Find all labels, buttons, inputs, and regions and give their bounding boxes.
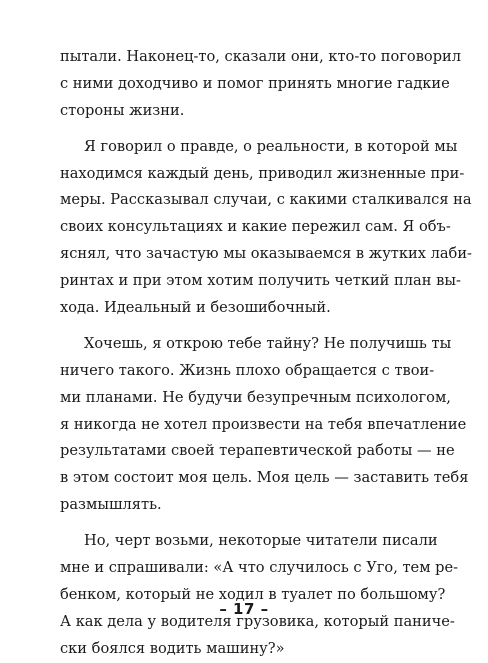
text-line: в этом состоит моя цель. Моя цель — заставить тебя (60, 469, 469, 487)
text-line: пытали. Наконец-то, сказали они, кто-то поговорил (60, 48, 462, 65)
text-line: ринтах и при этом хотим получить четкий план вы- (60, 272, 461, 290)
text-line: я никогда не хотел произвести на тебя впечатление (60, 415, 467, 433)
body-text (60, 44, 472, 663)
text-line: результатами своей терапевтической работы — не (60, 442, 455, 460)
text-line: находимся каждый день, приводил жизненные при- (60, 164, 465, 182)
text-line: с ними доходчиво и помог принять многие гадкие (60, 74, 450, 92)
paragraph (60, 331, 469, 519)
paragraph (60, 528, 459, 662)
text-line: ми планами. Не будучи безупречным психологом, (60, 388, 451, 406)
text-line: хода. Идеальный и безошибочный. (60, 299, 331, 317)
text-line: Но, черт возьми, некоторые читатели писали (84, 532, 438, 550)
text-line: А как дела у водителя грузовика, который паниче- (60, 612, 455, 630)
text-line: меры. Рассказывал случаи, с какими сталкивался на (60, 191, 472, 209)
text-line: ничего такого. Жизнь плохо обращается с твои- (60, 361, 435, 379)
text-line: ски боялся водить машину?» (60, 639, 285, 657)
paragraph (60, 44, 462, 125)
text-line: мне и спрашивали: «А что случилось с Уго, тем ре- (60, 559, 459, 577)
page-number: – 17 – (219, 600, 269, 618)
text-line: яснял, что зачастую мы оказываемся в жутких лаби- (60, 245, 472, 263)
text-line: размышлять. (60, 496, 162, 514)
text-line: стороны жизни. (60, 101, 185, 119)
text-line: Я говорил о правде, о реальности, в которой мы (84, 137, 458, 155)
text-line: бенком, который не ходил в туалет по большому? (60, 585, 446, 603)
paragraph (60, 134, 472, 322)
text-line: Хочешь, я открою тебе тайну? Не получишь ты (84, 334, 452, 352)
text-line: своих консультациях и какие пережил сам. Я объ- (60, 218, 451, 236)
